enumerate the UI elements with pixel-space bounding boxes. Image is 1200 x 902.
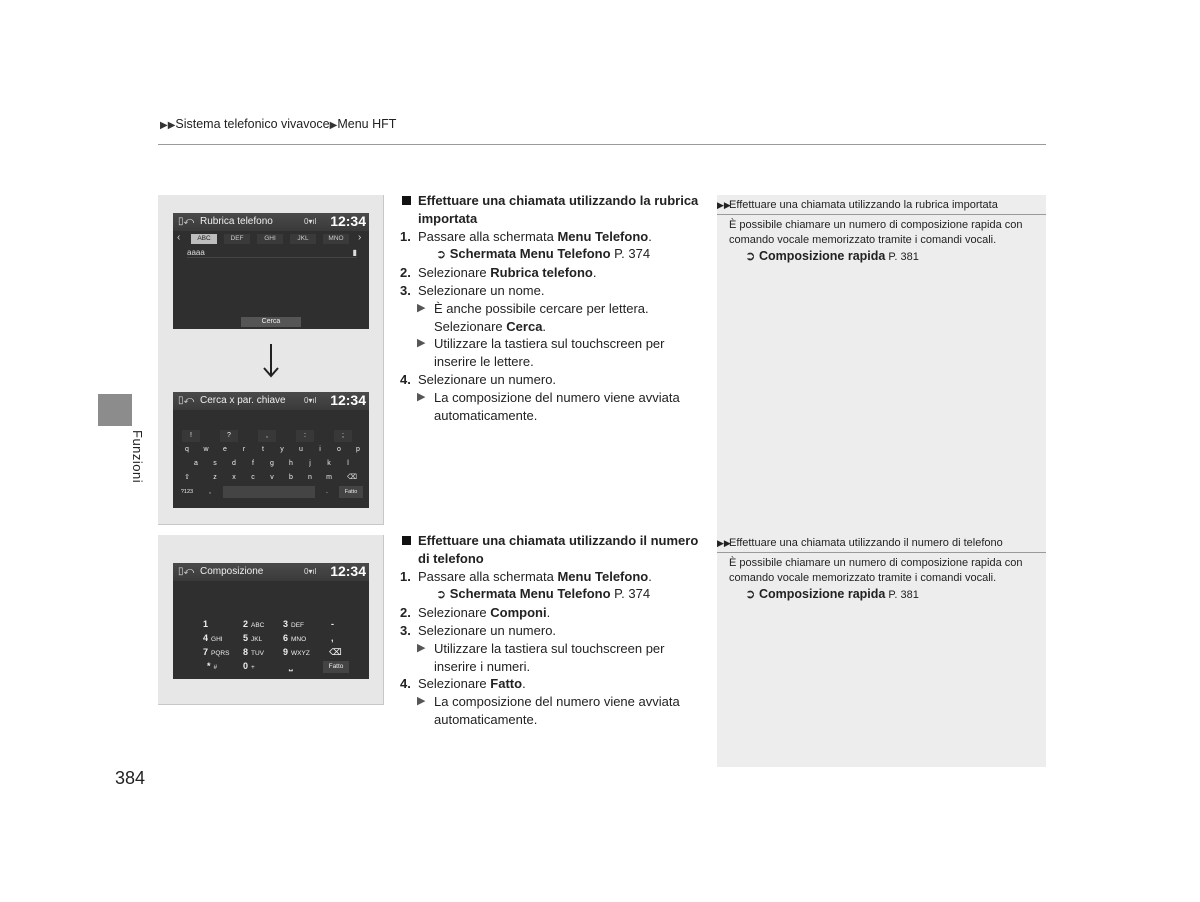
chapter-tab-label: Funzioni xyxy=(130,430,145,484)
contact-name: aaaa xyxy=(187,248,205,257)
triangle-right-icon: ▶ xyxy=(417,337,426,350)
dial-key: 7 PQRS xyxy=(203,647,230,657)
keyboard-key: f xyxy=(252,460,254,467)
step-2: 2. Selezionare Componi. xyxy=(400,605,551,621)
screen-title: Rubrica telefono xyxy=(200,216,273,227)
signal-status-icon: 0▾ıl xyxy=(304,567,317,576)
step-3-note: ▶ Utilizzare la tastiera sul touchscreen per inserire i numeri. xyxy=(417,640,665,674)
letter-key-row-3 xyxy=(178,472,364,484)
procedure-title: Effettuare una chiamata utilizzando il numero di telefono xyxy=(400,532,700,568)
step-1: 1. Passare alla schermata Menu Telefono. xyxy=(400,568,652,584)
cross-reference-link[interactable]: ➲ Schermata Menu Telefono P. 374 xyxy=(436,586,651,602)
triangle-right-icon: ▶ xyxy=(417,390,426,403)
step-3: 3. Selezionare un numero. xyxy=(400,622,557,638)
dot-key: . xyxy=(326,488,328,495)
done-key: Fatto xyxy=(339,486,363,498)
arrow-down-icon xyxy=(261,342,281,380)
keyboard-key: m xyxy=(326,474,332,481)
step-4: 4. Selezionare un numero. xyxy=(400,371,557,387)
search-button: Cerca xyxy=(241,317,301,327)
signal-status-icon: 0▾ıl xyxy=(304,396,317,405)
dial-screen xyxy=(173,563,369,679)
notes-column xyxy=(717,195,1046,767)
figure-dial-panel xyxy=(158,535,384,705)
mode-key: ?123 xyxy=(180,489,194,495)
note-text: È possibile chiamare un numero di composizione rapida con comando vocale memorizzato tramite i comandi vocali. xyxy=(729,557,1023,584)
dial-key: - xyxy=(331,619,334,629)
space-key xyxy=(223,486,315,498)
keyboard-key: ; xyxy=(334,430,352,442)
step-3: 3. Selezionare un nome. xyxy=(400,282,545,298)
bottom-key-row xyxy=(178,486,364,498)
breadcrumb-section[interactable]: Sistema telefonico vivavoce xyxy=(175,117,330,131)
step-1: 1. Passare alla schermata Menu Telefono. xyxy=(400,228,652,244)
keyboard-key: x xyxy=(232,474,236,481)
keyboard-key: o xyxy=(337,446,341,453)
dial-key: 8 TUV xyxy=(243,647,265,657)
dial-key: 3 DEF xyxy=(283,619,305,629)
reference-arrow-icon: ➲ xyxy=(745,249,756,263)
keyboard-key: j xyxy=(309,460,311,467)
keyboard-key: k xyxy=(327,460,331,467)
keyboard-key: b xyxy=(289,474,293,481)
step-2: 2. Selezionare Rubrica telefono. xyxy=(400,265,597,281)
header-divider xyxy=(158,144,1046,145)
procedure-phone-number xyxy=(400,532,700,729)
reference-arrow-icon: ➲ xyxy=(745,587,756,601)
keyboard-key: z xyxy=(213,474,217,481)
keyboard-key: e xyxy=(223,446,227,453)
step-4: 4. Selezionare Fatto. xyxy=(400,676,526,692)
keyboard-key: d xyxy=(232,460,236,467)
keyboard-key: v xyxy=(270,474,274,481)
step-4-note: ▶ La composizione del numero viene avviata automaticamente. xyxy=(417,389,680,423)
step-4-note: ▶ La composizione del numero viene avviata automaticamente. xyxy=(417,694,680,727)
letter-key-row-2 xyxy=(178,458,364,470)
signal-status-icon: 0▾ıl xyxy=(304,217,317,226)
contact-entry xyxy=(187,248,357,258)
dial-key: 0 + xyxy=(243,661,255,671)
comma-key: , xyxy=(209,488,211,495)
note-body xyxy=(729,218,1039,265)
letter-tab: DEF xyxy=(224,234,250,244)
figure-phonebook-panel xyxy=(158,195,384,525)
note-marker-icon: ▶▶ xyxy=(717,200,731,210)
keyboard-key: r xyxy=(242,446,246,453)
keyboard-key: p xyxy=(356,446,360,453)
screen-titlebar xyxy=(173,563,369,581)
dial-key: 9 WXYZ xyxy=(283,647,310,657)
backspace-icon: ⌫ xyxy=(347,474,357,481)
screen-titlebar xyxy=(173,392,369,410)
step-3-note: ▶ Utilizzare la tastiera sul touchscreen per inserire le lettere. xyxy=(417,336,665,370)
note-text: È possibile chiamare un numero di composizione rapida con comando vocale memorizzato tramite i comandi vocali. xyxy=(729,219,1023,246)
backspace-icon: ⌫ xyxy=(329,647,342,657)
triangle-right-icon: ▶ xyxy=(417,301,426,314)
screen-title: Cerca x par. chiave xyxy=(200,395,286,406)
triangle-right-icon: ▶▶ xyxy=(160,120,176,131)
phone-icon: ▮ xyxy=(352,248,357,257)
cross-reference-link[interactable]: ➲ Schermata Menu Telefono P. 374 xyxy=(436,246,651,262)
keyboard-key: , xyxy=(258,430,276,442)
dial-key: , xyxy=(331,633,334,643)
keyboard-key: ? xyxy=(220,430,238,442)
letter-tab: ABC xyxy=(191,234,217,244)
letter-key-row-1 xyxy=(178,444,364,456)
page-number: 384 xyxy=(115,768,146,788)
keyboard-key: y xyxy=(280,446,284,453)
procedure-phonebook xyxy=(400,192,700,424)
note-heading: ▶▶Effettuare una chiamata utilizzando il numero di telefono xyxy=(717,534,1046,553)
keyboard-key: w xyxy=(203,446,209,453)
keyboard-key: a xyxy=(194,460,198,467)
breadcrumb-subsection[interactable]: Menu HFT xyxy=(337,117,397,131)
dial-key: * # xyxy=(207,661,218,671)
keyboard-key: l xyxy=(347,460,349,467)
step-3-note: ▶ È anche possibile cercare per lettera. Selezionare Cerca. xyxy=(417,300,649,334)
keyboard-key: ! xyxy=(182,430,200,442)
screen-titlebar xyxy=(173,213,369,231)
cross-reference-link[interactable]: ➲ Composizione rapida P. 381 xyxy=(745,249,919,263)
keyboard-key: n xyxy=(308,474,312,481)
keyword-search-screen xyxy=(173,392,369,508)
phonebook-screen xyxy=(173,213,369,329)
symbol-key-row xyxy=(178,430,364,442)
dial-key: 2 ABC xyxy=(243,619,265,629)
dial-key: 6 MNO xyxy=(283,633,307,643)
keyboard-key: : xyxy=(296,430,314,442)
shift-icon: ⇧ xyxy=(184,474,190,481)
keyboard-key: g xyxy=(270,460,274,467)
cross-reference-link[interactable]: ➲ Composizione rapida P. 381 xyxy=(745,587,919,601)
note-heading: ▶▶Effettuare una chiamata utilizzando la rubrica importata xyxy=(717,196,1046,215)
keyboard-key: c xyxy=(251,474,255,481)
keyboard-key: q xyxy=(185,446,189,453)
triangle-right-icon: ▶ xyxy=(417,641,426,654)
note-marker-icon: ▶▶ xyxy=(717,538,731,548)
procedure-title: Effettuare una chiamata utilizzando la rubrica importata xyxy=(400,192,700,228)
note-body xyxy=(729,556,1039,603)
chevron-right-icon: › xyxy=(358,232,362,243)
letter-tab: JKL xyxy=(290,234,316,244)
keyboard-key: i xyxy=(319,446,321,453)
back-phone-icon: ▯⤺ xyxy=(178,395,195,406)
dial-key: 4 GHI xyxy=(203,633,223,643)
reference-arrow-icon: ➲ xyxy=(436,587,447,602)
clock: 12:34 xyxy=(330,392,366,408)
reference-arrow-icon: ➲ xyxy=(436,247,447,262)
done-key: Fatto xyxy=(323,661,349,673)
chevron-left-icon: ‹ xyxy=(177,232,181,243)
keyboard-key: t xyxy=(262,446,264,453)
space-key: ⎵ xyxy=(289,661,293,671)
letter-tab: GHI xyxy=(257,234,283,244)
screen-title: Composizione xyxy=(200,566,264,577)
letter-tabs xyxy=(173,233,369,245)
keyboard-key: s xyxy=(213,460,217,467)
keyboard-key: h xyxy=(289,460,293,467)
back-phone-icon: ▯⤺ xyxy=(178,216,195,227)
back-phone-icon: ▯⤺ xyxy=(178,566,195,577)
triangle-right-icon: ▶ xyxy=(417,695,426,708)
breadcrumb xyxy=(160,117,396,131)
dial-key: 5 JKL xyxy=(243,633,263,643)
keyboard-key: u xyxy=(299,446,303,453)
clock: 12:34 xyxy=(330,563,366,579)
clock: 12:34 xyxy=(330,213,366,229)
chapter-tab-marker xyxy=(98,394,132,426)
letter-tab: MNO xyxy=(323,234,349,244)
triangle-right-icon: ▶ xyxy=(329,120,338,131)
dial-key: 1 xyxy=(203,619,209,629)
